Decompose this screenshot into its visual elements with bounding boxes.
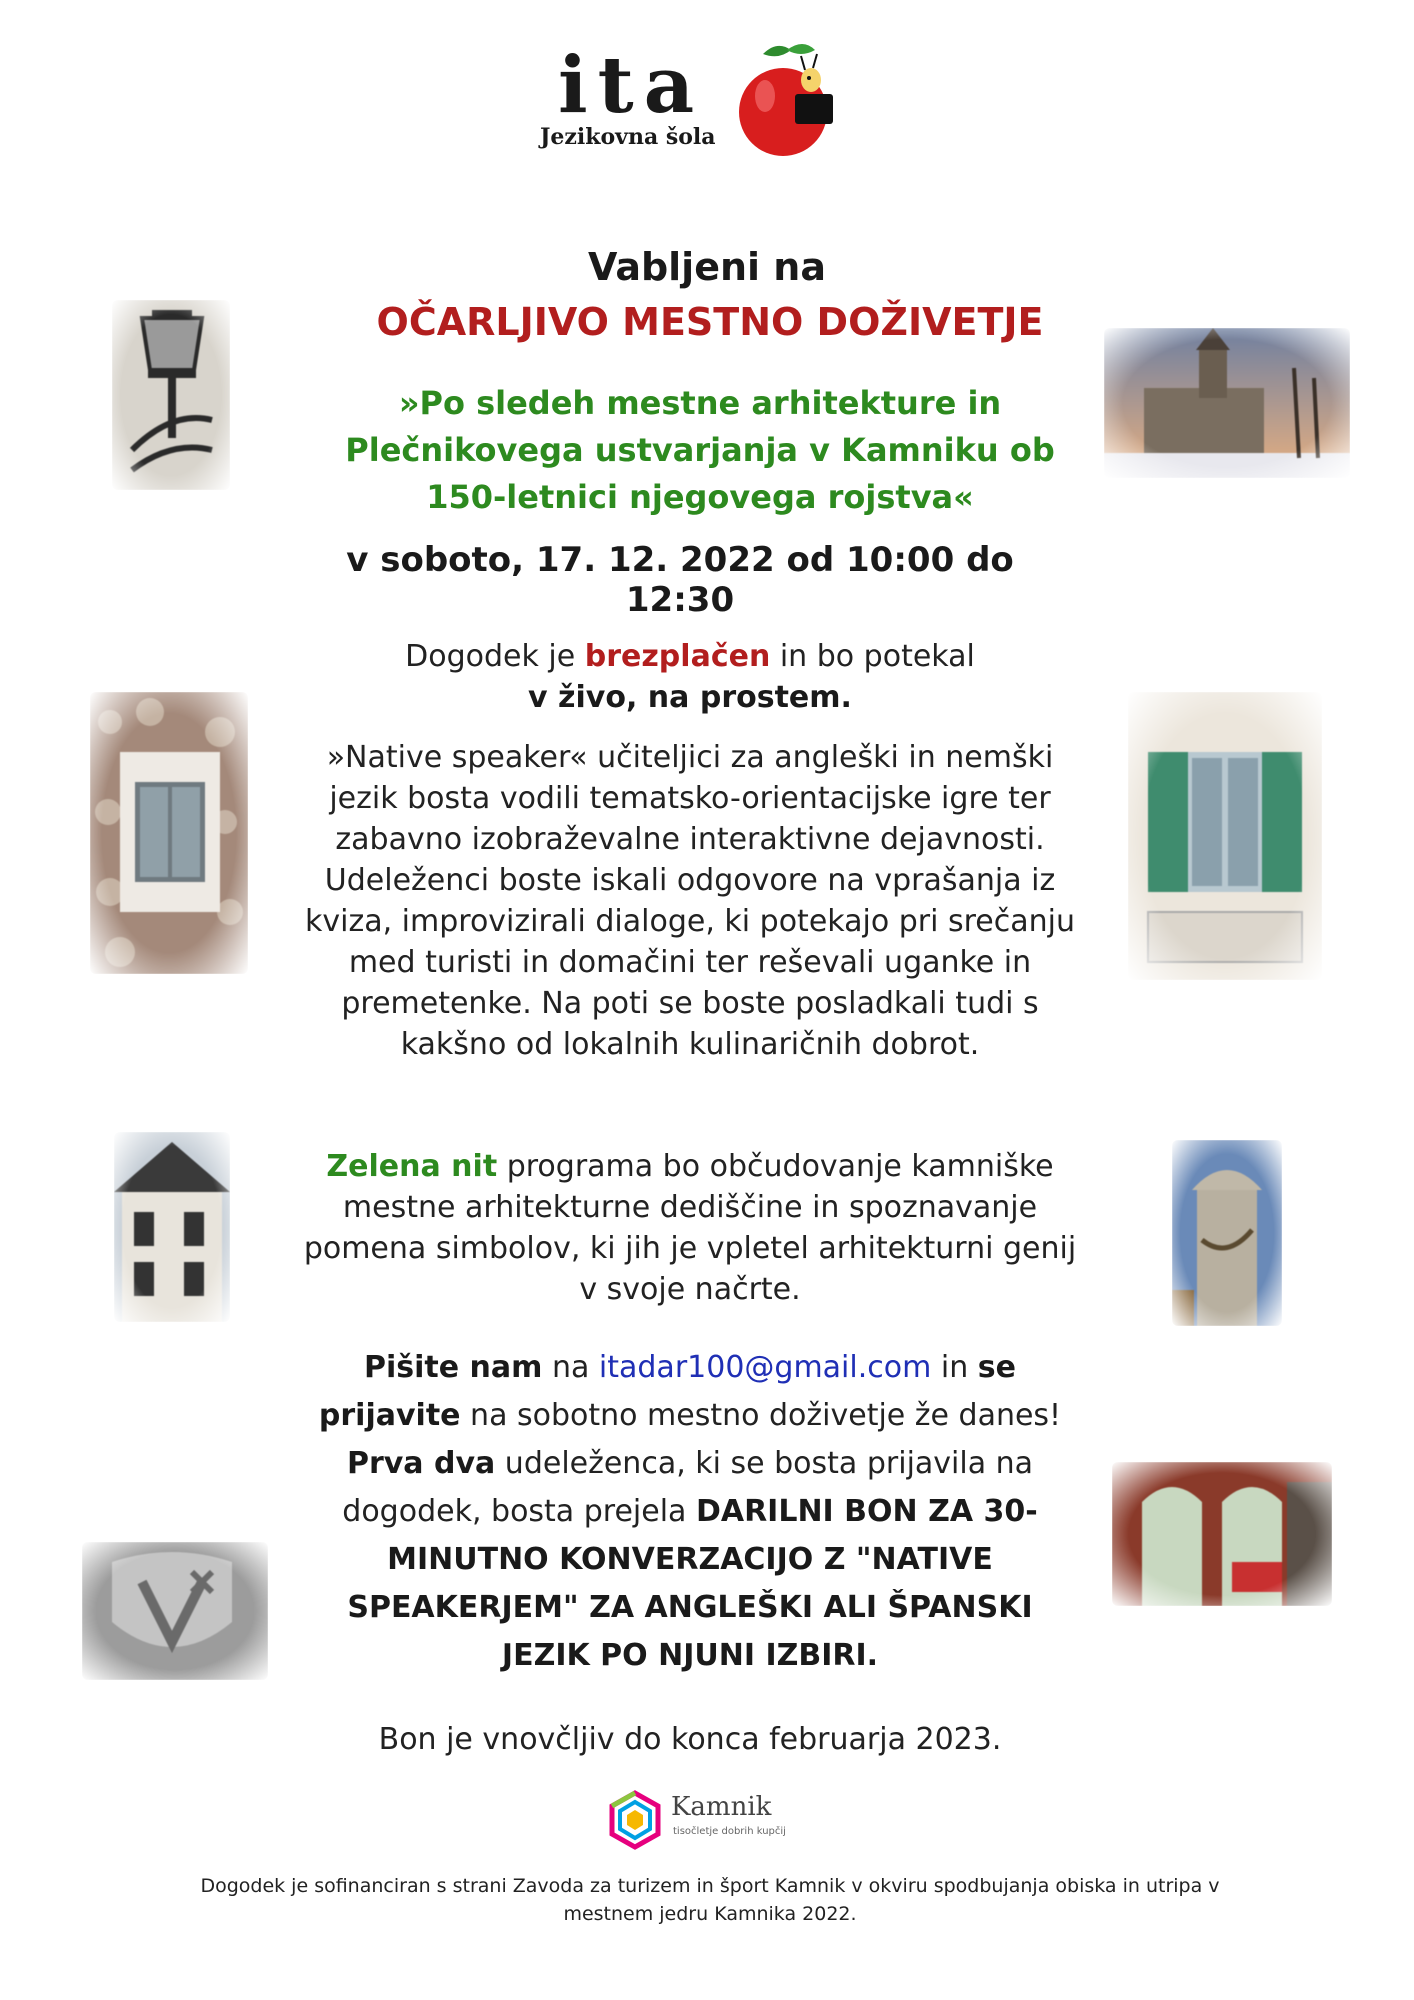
live-outdoors: v živo, na prostem. bbox=[528, 680, 852, 715]
signup-text: se prijavite bbox=[318, 1350, 1016, 1433]
green-thread-text: programa bo občudovanje kamniške mestne arhitekturne dediščine in spoznavanje pomena simbolov, ki jih je vpletel arhitekturni genij v svoje načrte. bbox=[303, 1149, 1077, 1307]
street-lamp-photo bbox=[112, 300, 230, 490]
free-highlight: brezplačen bbox=[584, 639, 771, 674]
logo-subtitle: Jezikovna šola bbox=[540, 124, 716, 150]
voucher-note: Bon je vnovčljiv do konca februarja 2023. bbox=[378, 1722, 1002, 1757]
monument-column-photo bbox=[1172, 1140, 1282, 1326]
event-subtitle: »Po sledeh mestne arhitekture in Plečnikovega ustvarjanja v Kamniku ob 150-letnici njegovega rojstva« bbox=[345, 384, 1055, 516]
sponsor-footer: Dogodek je sofinanciran s strani Zavoda za turizem in šport Kamnik v okviru spodbujanja obiska in utripa v mestnem jedru Kamnika 2022. bbox=[200, 1875, 1220, 1925]
ita-logo bbox=[540, 40, 850, 160]
prize-text: DARILNI BON ZA 30-MINUTNO KONVERZACIJO Z "NATIVE SPEAKERJEM" ZA ANGLEŠKI ALI ŠPANSKI JEZIK PO NJUNI IZBIRI. bbox=[347, 1494, 1038, 1673]
kamnik-name: Kamnik bbox=[671, 1792, 772, 1822]
invite-heading: Vabljeni na bbox=[587, 245, 826, 289]
green-shutters-window-photo bbox=[1128, 692, 1322, 980]
event-title: OČARLJIVO MESTNO DOŽIVETJE bbox=[376, 300, 1044, 344]
contact-text-3: na sobotno mestno doživetje že danes! bbox=[460, 1398, 1062, 1433]
contact-text-2: in bbox=[931, 1350, 978, 1385]
contact-text-1: na bbox=[542, 1350, 599, 1385]
intro-paragraph bbox=[300, 636, 1080, 718]
tower-house-photo bbox=[114, 1132, 230, 1322]
green-thread-label: Zelena nit bbox=[326, 1149, 498, 1184]
arcade-train-photo bbox=[1112, 1462, 1332, 1606]
apple-mascot-icon bbox=[725, 40, 845, 158]
intro-text: Dogodek je bbox=[405, 639, 585, 674]
intro-text-2: in bo potekal bbox=[770, 639, 975, 674]
contact-paragraph bbox=[300, 1344, 1080, 1680]
contact-text-4: udeleženca, ki se bosta prijavila na dogodek, bosta prejela bbox=[342, 1446, 1034, 1529]
green-thread-paragraph bbox=[300, 1146, 1080, 1310]
church-sunset-photo bbox=[1104, 328, 1350, 478]
write-us: Pišite nam bbox=[364, 1350, 543, 1385]
kamnik-logo bbox=[605, 1790, 825, 1850]
kamnik-hexagon-icon bbox=[605, 1790, 665, 1850]
description-paragraph: »Native speaker« učiteljici za angleški in nemški jezik bosta vodili tematsko-orientacijske igre ter zabavno izobraževalne interaktivne dejavnosti. Udeleženci boste iskali odgovore na vprašanja iz kviza, improvizirali dialoge, ki potekajo pri srečanju med turisti in domačini ter reševali uganke in premetenke. Na poti se boste posladkali tudi s kakšno od lokalnih kulinaričnih dobrot. bbox=[305, 740, 1075, 1062]
event-date: v soboto, 17. 12. 2022 od 10:00 do 12:30 bbox=[346, 540, 1014, 620]
window-stone-wall-photo bbox=[90, 692, 248, 974]
emblem-relief-photo bbox=[82, 1542, 268, 1680]
email-link[interactable]: itadar100@gmail.com bbox=[598, 1350, 932, 1385]
kamnik-tagline: tisočletje dobrih kupčij bbox=[673, 1826, 786, 1837]
first-two: Prva dva bbox=[346, 1446, 496, 1481]
logo-brand: ita bbox=[558, 40, 705, 131]
